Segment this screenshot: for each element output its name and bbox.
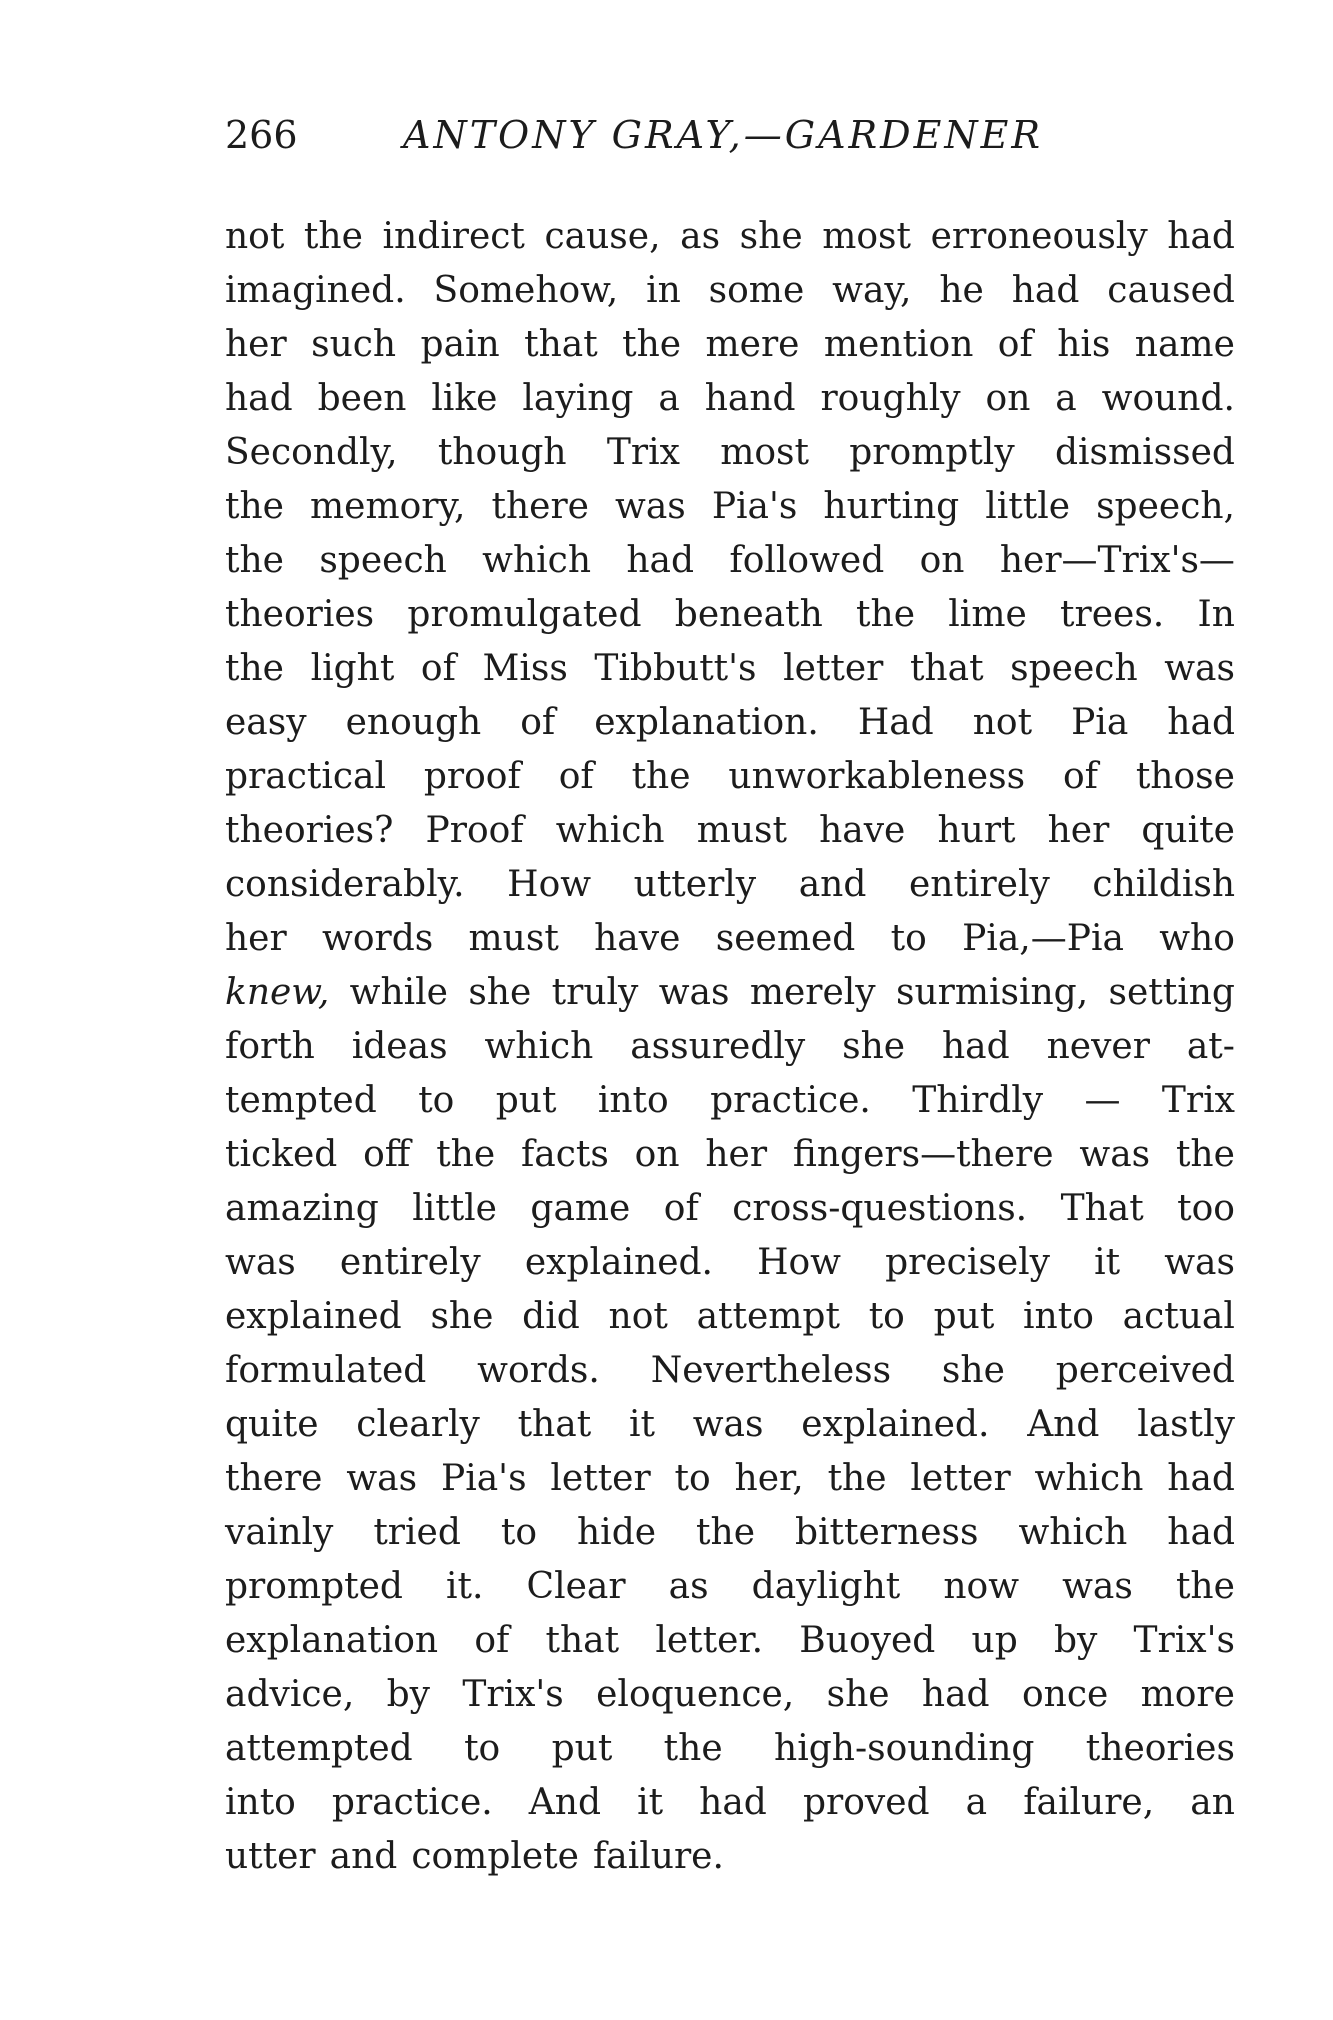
text-line: explained she did not attempt to put into actual — [225, 1296, 1235, 1337]
text-line: easy enough of explanation. Had not Pia had — [225, 702, 1235, 743]
text-line: theories promulgated beneath the lime trees. In — [225, 594, 1235, 635]
text-line: quite clearly that it was explained. And lastly — [225, 1404, 1235, 1445]
text-line: theories? Proof which must have hurt her quite — [225, 810, 1235, 851]
body-text — [225, 210, 1235, 1884]
text-line: her such pain that the mere mention of his name — [225, 324, 1235, 365]
page-header — [225, 110, 1235, 170]
text-line: advice, by Trix's eloquence, she had once more — [225, 1674, 1235, 1715]
text-line: not the indirect cause, as she most erroneously had — [225, 216, 1235, 257]
text-line: knew, while she truly was merely surmising, setting — [225, 972, 1235, 1013]
text-line: Secondly, though Trix most promptly dismissed — [225, 432, 1235, 473]
text-line: prompted it. Clear as daylight now was the — [225, 1566, 1235, 1607]
text-line: tempted to put into practice. Thirdly — Trix — [225, 1080, 1235, 1121]
text-line: had been like laying a hand roughly on a wound. — [225, 378, 1235, 419]
text-line: the light of Miss Tibbutt's letter that speech was — [225, 648, 1235, 689]
text-line: formulated words. Nevertheless she perceived — [225, 1350, 1235, 1391]
text-line: there was Pia's letter to her, the letter which had — [225, 1458, 1235, 1499]
page-number: 266 — [225, 113, 298, 157]
text-line: considerably. How utterly and entirely childish — [225, 864, 1235, 905]
text-line: her words must have seemed to Pia,—Pia who — [225, 918, 1235, 959]
text-line: attempted to put the high-sounding theories — [225, 1728, 1235, 1769]
text-line: practical proof of the unworkableness of those — [225, 756, 1235, 797]
text-line: the memory, there was Pia's hurting little speech, — [225, 486, 1235, 527]
text-line: vainly tried to hide the bitterness which had — [225, 1512, 1235, 1553]
text-line: amazing little game of cross-questions. That too — [225, 1188, 1235, 1229]
text-line: imagined. Somehow, in some way, he had caused — [225, 270, 1235, 311]
text-line: forth ideas which assuredly she had never at- — [225, 1026, 1235, 1067]
text-line: was entirely explained. How precisely it was — [225, 1242, 1235, 1283]
text-line: the speech which had followed on her—Trix's— — [225, 540, 1235, 581]
text-line: utter and complete failure. — [225, 1836, 724, 1877]
text-line: ticked off the facts on her fingers—there was the — [225, 1134, 1235, 1175]
text-line: into practice. And it had proved a failure, an — [225, 1782, 1235, 1823]
text-line: explanation of that letter. Buoyed up by Trix's — [225, 1620, 1235, 1661]
running-title: ANTONY GRAY,—GARDENER — [403, 113, 1043, 157]
